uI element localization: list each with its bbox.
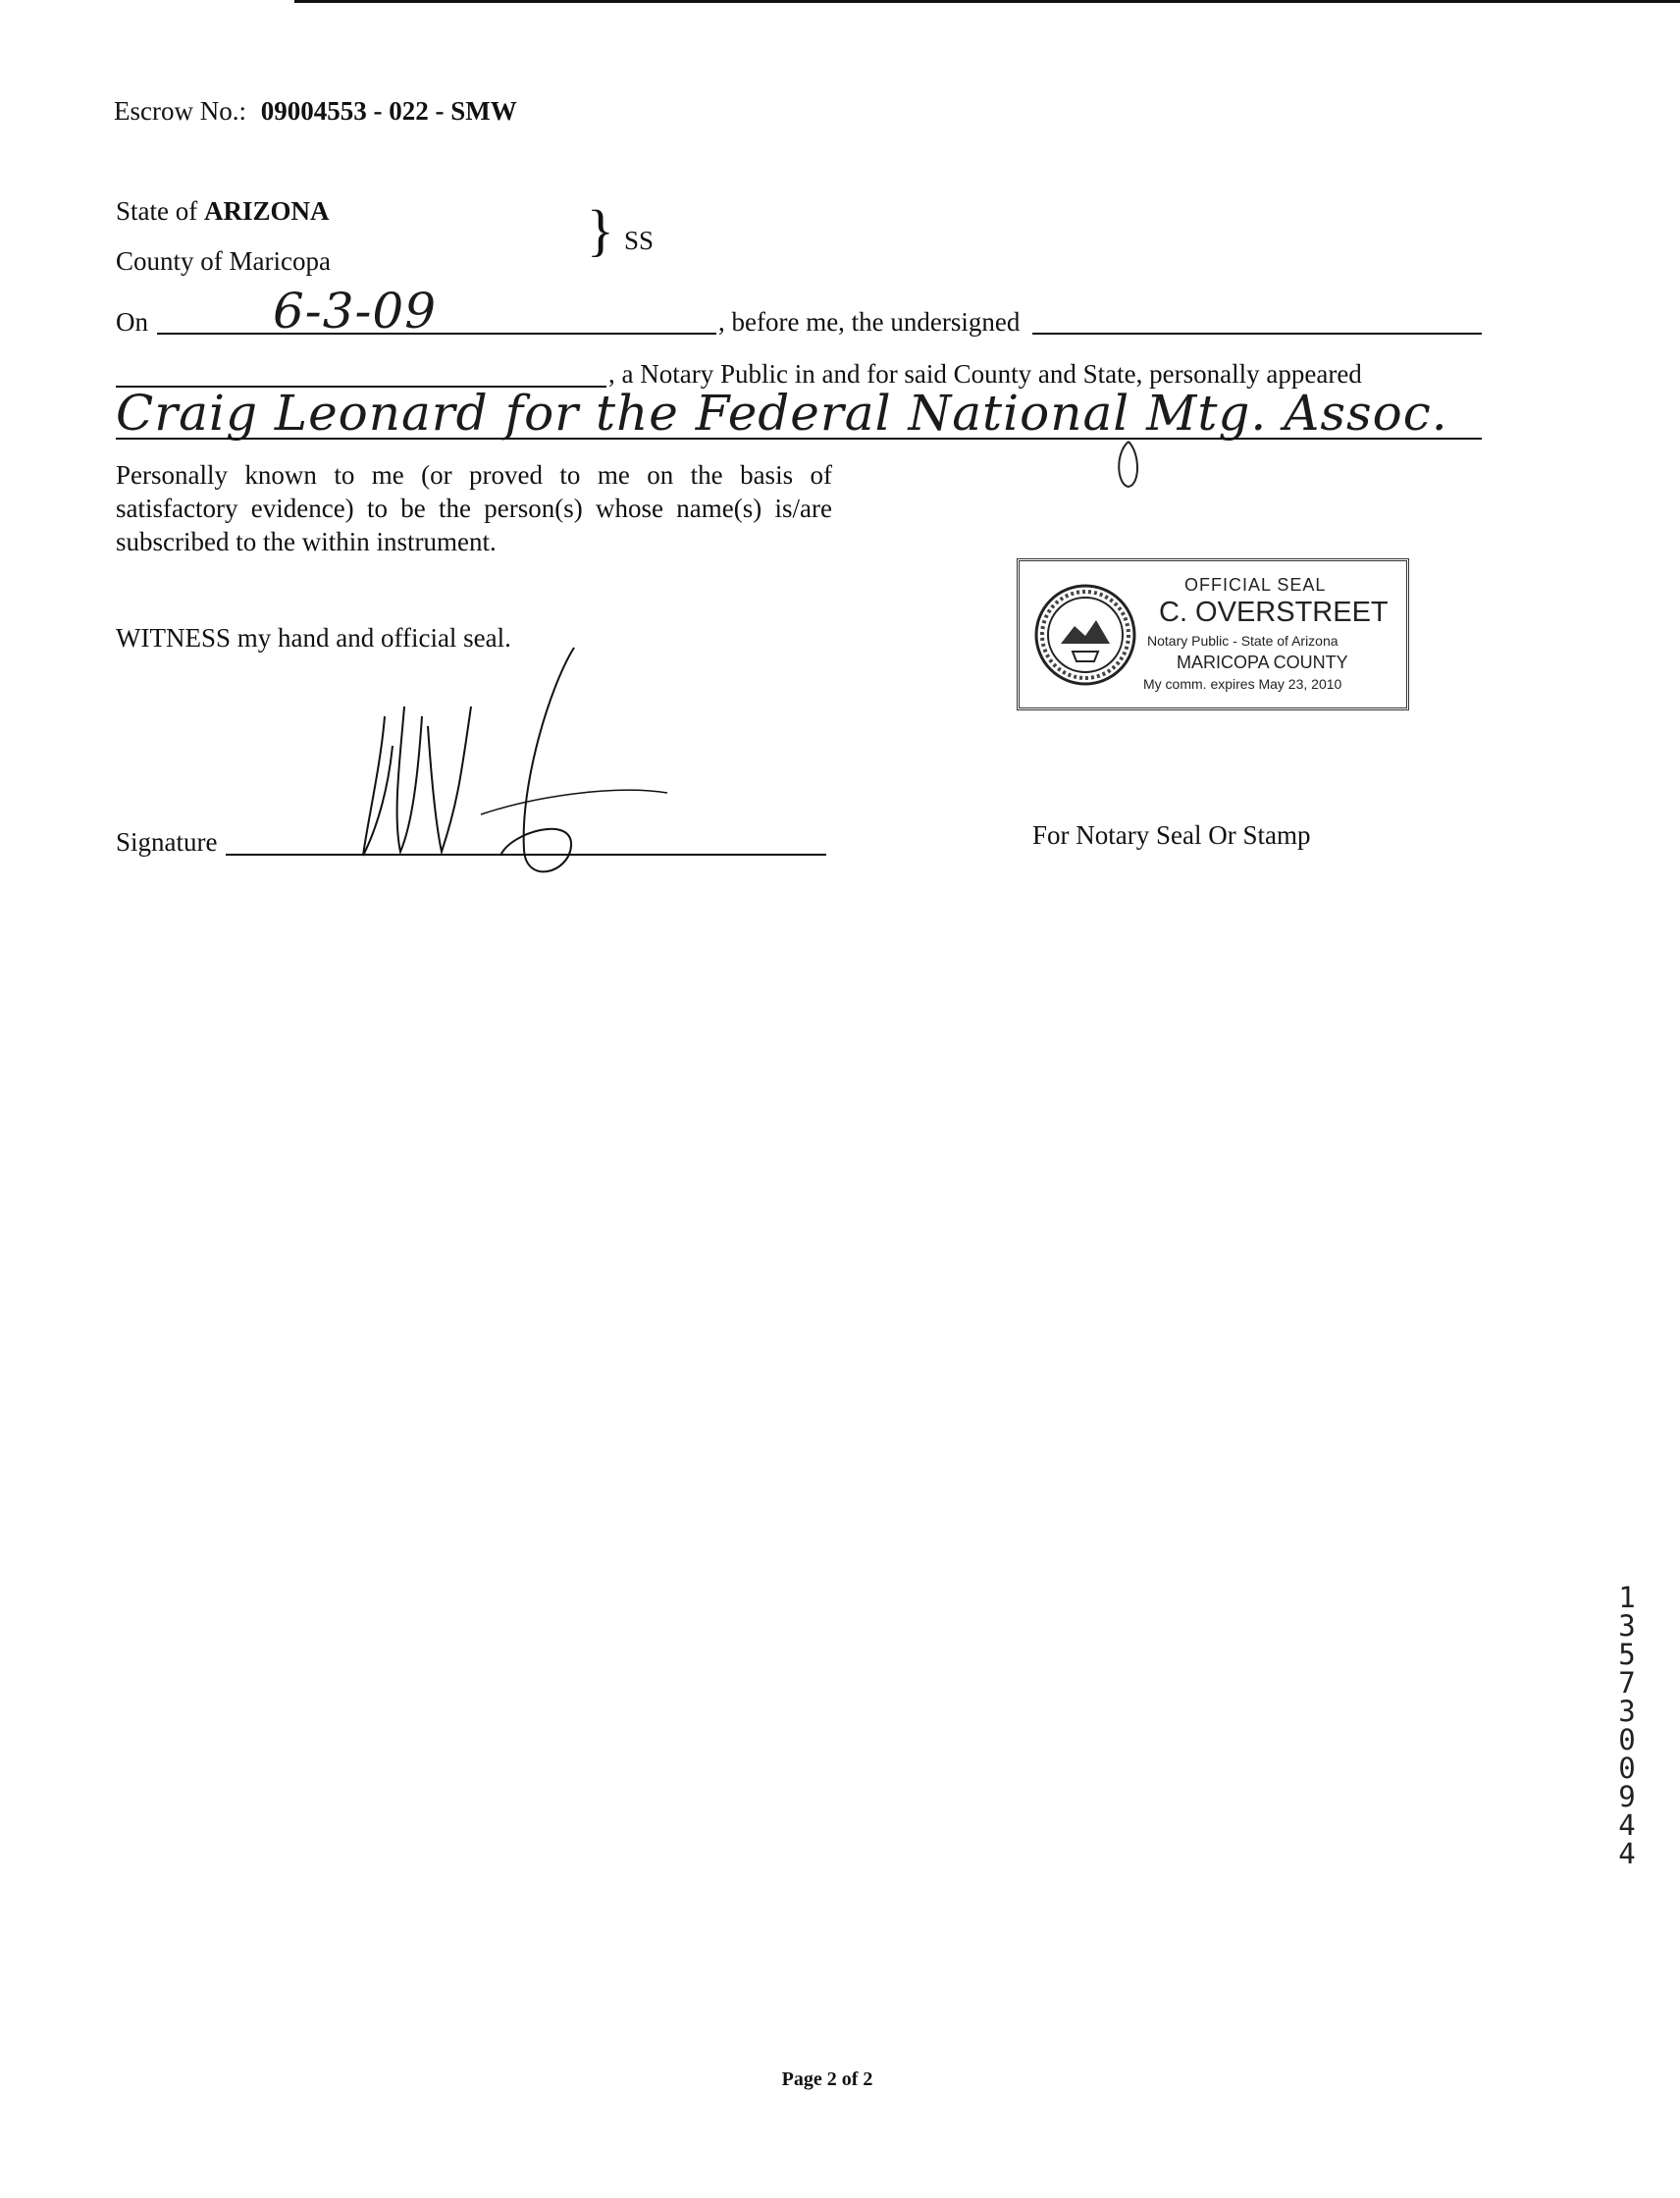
state-name: ARIZONA [203,196,330,226]
seal-county: MARICOPA COUNTY [1177,653,1348,672]
seal-notary-public-line: Notary Public - State of Arizona [1147,633,1339,649]
notary-stamp [1017,558,1409,710]
seal-expiration: My comm. expires May 23, 2010 [1143,676,1342,692]
before-me-text: , before me, the undersigned [718,307,1021,337]
page-number: Page 2 of 2 [781,2068,873,2090]
seal-caption: For Notary Seal Or Stamp [1032,820,1311,850]
witness-text: WITNESS my hand and official seal. [116,623,511,653]
handwritten-appeared-party: Craig Leonard for the Federal National Mtg. Assoc. [116,385,1448,442]
escrow-line [114,98,517,125]
escrow-label: Escrow No.: [114,96,246,126]
venue-brace-icon: } [587,198,614,262]
on-label: On [116,307,148,337]
seal-notary-name: C. OVERSTREET [1159,597,1389,628]
undersigned-blank-line [1032,333,1482,335]
escrow-number: 09004553 - 022 - SMW [260,96,517,126]
arizona-state-seal-icon [1031,581,1139,689]
state-line [116,198,330,225]
county-line: County of Maricopa [116,246,331,276]
scan-top-edge [294,0,1680,3]
state-prefix: State of [116,196,198,226]
handwritten-signature [324,628,677,873]
recording-number: 13573 00944 [1618,1581,1654,1870]
signature-label: Signature [116,827,218,857]
pen-loop-mark [1109,438,1148,497]
notary-phrase: , a Notary Public in and for said County and State, personally appeared [608,359,1362,389]
appeared-blank-line [116,438,1482,440]
handwritten-date: 6-3-09 [273,283,438,340]
seal-title: OFFICIAL SEAL [1184,575,1327,595]
ss-label: SS [624,226,655,255]
acknowledgment-paragraph: Personally known to me (or proved to me on the basis of satisfactory evidence) to be the person(s) whose name(s) is/are subscribed to the within instrument. [116,460,832,556]
